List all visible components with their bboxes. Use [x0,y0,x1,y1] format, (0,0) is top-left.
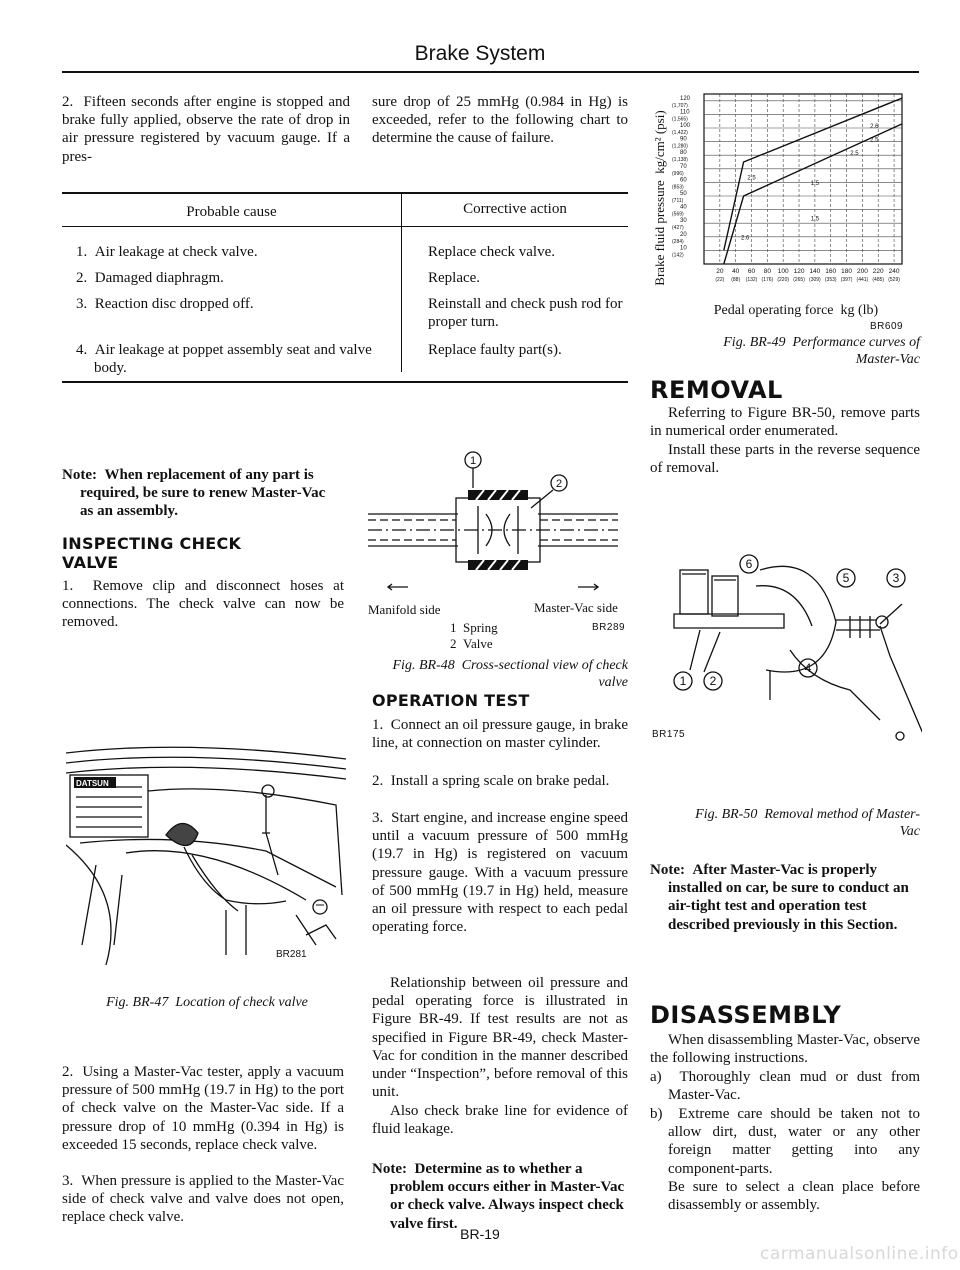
fig48-right-label: Master-Vac side [534,600,618,615]
inspect-step-2: 2. Using a Master-Vac tester, apply a vacuum pressure of 500 mmHg (19.7 in Hg) to the port of check valve on the Master-Vac side. If a pressure drop of 10 mmHg (0.394 in Hg) is exceeded 15 seconds, replace check valve. [62,1064,344,1153]
chart-ytick-3: 90 [680,136,687,143]
fig50-callout-5: 5 [842,571,850,585]
fig48-callout-2: 2 [555,478,563,490]
chart-xtick-lb-6: (309) [809,277,821,283]
chart-annotation-3: 1.5 [810,181,820,188]
chart-ytick-psi-9: (427) [672,225,684,232]
chart-xtick-lb-10: (485) [872,277,885,283]
chart-xtick-lb-2: (132) [745,277,758,283]
fig50-caption-text: Removal method of Master-Vac [764,807,920,839]
fig47-brand-label: DATSUN [76,779,109,788]
chart-xtick-2: 60 [747,268,756,275]
intro-col2: sure drop of 25 mmHg (0.984 in Hg) is exceeded, refer to the following chart to determine the cause of failure. [372,94,628,147]
inspect-step-3: 3. When pressure is applied to the Master-Vac side of check valve and valve does not open, replace check valve. [62,1173,344,1226]
heading-inspecting-check-valve: INSPECTING CHECK VALVE [62,534,242,572]
chart-xtick-10: 220 [872,268,884,275]
fig48-left-label: Manifold side [368,602,441,617]
chart-xtick-3: 80 [763,268,771,275]
disassembly-item-a: a) Thoroughly clean mud or dust from Master-Vac. [650,1069,920,1104]
fig49-caption-num: Fig. BR-49 [723,335,786,350]
fig48-caption [372,657,628,691]
chart-ytick-psi-4: (1,138) [672,157,688,164]
table-top-rule [62,192,628,194]
table-head-rule [62,226,628,227]
operation-para-1: Relationship between oil pressure and pedal operating force is illustrated in Figure BR-49. If test results are not as specified in Figure BR-49, check Master-Vac for condition in the manner described under “Inspection”, before removal of this unit. [372,975,628,1101]
chart-ytick-9: 30 [680,218,687,225]
fig47-illustration [66,735,348,975]
chart-xtick-8: 180 [841,268,852,275]
fig48-callout-1: 1 [469,455,477,467]
header-rule [62,71,919,73]
heading-disassembly: DISASSEMBLY [650,1001,842,1029]
note-after-install: Note: After Master-Vac is properly installed on car, be sure to conduct an air-tight test and operation test described previously in this Section. [650,862,909,933]
operation-step-3: 3. Start engine, and increase engine speed until a vacuum pressure of 500 mmHg (19.7 in Hg) is registered on vacuum pressure gauge. With a vacuum pressure of 500 mmHg (19.7 in Hg) held, measure an oil pressure with respect to each pedal operating force. [372,810,628,936]
table-row-cause-1: 1. Air leakage at check valve. [76,244,258,260]
chart-frame [704,94,902,264]
fig47-caption-text: Location of check valve [175,995,308,1010]
chart-xtick-lb-5: (265) [793,277,805,283]
fig50-callout-2: 2 [709,674,717,688]
chart-xtick-lb-4: (220) [777,277,790,283]
fig47-caption-num: Fig. BR-47 [106,995,169,1010]
chart-ytick-psi-7: (711) [672,198,684,204]
chart-ytick-psi-0: (1,707) [672,102,688,109]
chart-ytick-5: 70 [680,163,687,170]
chart-xtick-0: 20 [716,268,724,275]
page-number: BR-19 [460,1226,500,1242]
fig50-callout-4: 4 [804,661,812,675]
fig49-chart [666,84,918,304]
removal-text-2: Install these parts in the reverse sequence of removal. [650,442,920,477]
fig49-code: BR609 [870,321,904,332]
fig48-legend-2: 2 Valve [450,636,493,651]
fig47-caption [62,994,352,1011]
fig50-illustration [660,550,922,750]
fig47-code: BR281 [276,949,307,960]
chart-ytick-psi-5: (996) [672,170,684,177]
fig48-code: BR289 [592,622,626,633]
chart-ytick-psi-2: (1,422) [672,130,688,136]
page-header-title: Brake System [414,42,546,65]
fig50-callout-1: 1 [679,674,687,688]
watermark: carmanualsonline.info [760,1244,959,1264]
fig48-legend-1: 1 Spring [450,620,498,635]
heading-operation-test: OPERATION TEST [372,691,530,710]
fig50-code: BR175 [652,729,686,740]
fig48-illustration [368,440,628,600]
table-row-cause-3: 3. Reaction disc dropped off. [76,296,254,312]
chart-ytick-6: 60 [680,177,687,184]
table-row-action-1: Replace check valve. [428,244,556,260]
fig49-caption [680,334,920,368]
chart-xtick-lb-3: (176) [761,277,774,283]
chart-ytick-8: 40 [680,204,687,211]
chart-xtick-5: 120 [793,268,805,275]
table-head-action: Corrective action [463,201,567,217]
chart-xtick-lb-1: (88) [731,277,741,283]
table-row-action-4: Replace faulty part(s). [428,342,562,358]
operation-step-1: 1. Connect an oil pressure gauge, in brake line, at connection on master cylinder. [372,717,628,752]
chart-annotation-5: 2.6 [741,235,750,242]
disassembly-item-b2: Be sure to select a clean place before disassembly or assembly. [668,1179,920,1214]
chart-xtick-lb-7: (353) [824,277,837,283]
chart-annotation-0: 2.6 [870,124,879,130]
fig49-caption-text: Performance curves of Master-Vac [792,335,920,367]
inspect-step-1: 1. Remove clip and disconnect hoses at connections. The check valve can now be removed. [62,578,344,631]
chart-xtick-lb-8: (397) [840,277,853,283]
chart-xtick-lb-0: (22) [715,277,725,283]
fig50-callout-3: 3 [892,571,900,585]
fig48-caption-num: Fig. BR-48 [392,658,455,673]
operation-note: Note: Determine as to whether a problem occurs either in Master-Vac or check valve. Always inspect check valve first. [372,1161,625,1232]
fig50-caption-num: Fig. BR-50 [695,807,758,822]
table-bottom-rule [62,381,628,383]
table-row-cause-4: 4. Air leakage at poppet assembly seat and valve body. [76,342,372,377]
chart-ytick-2: 100 [680,123,691,129]
table-row-action-2: Replace. [428,270,481,286]
heading-removal: REMOVAL [650,376,783,404]
chart-ytick-psi-1: (1,565) [672,116,688,123]
chart-xtick-7: 160 [825,268,837,275]
table-head-cause: Probable cause [186,204,277,220]
chart-ytick-4: 80 [680,150,687,157]
chart-ytick-10: 20 [680,231,687,238]
removal-text-1: Referring to Figure BR-50, remove parts in numerical order enumerated. [650,405,920,440]
note-replacement: Note: When replacement of any part is required, be sure to renew Master-Vac as an assembly. [62,467,326,520]
table-row-action-3: Reinstall and check push rod for proper turn. [428,296,623,331]
chart-annotation-6: 2.5 [850,151,859,158]
chart-annotation-4: 1.5 [810,216,820,223]
chart-xtick-1: 40 [732,268,740,275]
operation-para-2: Also check brake line for evidence of fluid leakage. [372,1103,628,1138]
table-divider [401,192,402,372]
operation-step-2: 2. Install a spring scale on brake pedal. [372,773,610,789]
chart-xtick-lb-9: (441) [856,277,869,283]
fig49-xlabel: Pedal operating force kg (lb) [713,303,879,318]
fig49-ylabel: Brake fluid pressure kg/cm² (psi) [652,110,667,286]
chart-ytick-psi-6: (853) [672,184,684,191]
chart-xtick-lb-11: (529) [888,277,900,283]
chart-xtick-11: 240 [888,268,900,275]
chart-xtick-4: 100 [777,268,789,275]
chart-xtick-6: 140 [809,268,821,275]
chart-ytick-psi-8: (569) [672,211,684,218]
fig50-callout-6: 6 [745,557,753,571]
chart-ytick-psi-11: (142) [672,252,684,259]
chart-ytick-psi-3: (1,280) [672,143,688,150]
chart-ytick-psi-10: (284) [672,238,684,245]
chart-ytick-11: 10 [680,245,687,252]
chart-series-line-1 [724,124,902,264]
disassembly-item-b: b) Extreme care should be taken not to allow dirt, dust, water or any other foreign matter getting into any component-parts. [650,1106,920,1177]
table-row-cause-2: 2. Damaged diaphragm. [76,270,224,286]
disassembly-intro: When disassembling Master-Vac, observe the following instructions. [650,1032,920,1067]
chart-annotation-1: 2.5 [870,137,879,144]
chart-ytick-0: 120 [680,95,691,102]
chart-series-line-0 [724,98,902,250]
chart-xtick-9: 200 [856,268,868,275]
fig48-caption-text: Cross-sectional view of check valve [461,658,628,690]
chart-ytick-1: 110 [680,109,690,116]
intro-col1: 2. Fifteen seconds after engine is stopped and brake fully applied, observe the rate of drop in air pressure registered by vacuum gauge. If a pres- [62,94,350,165]
chart-ytick-7: 50 [680,191,687,197]
fig50-caption [680,806,920,840]
chart-annotation-2: 2.5 [747,175,756,182]
